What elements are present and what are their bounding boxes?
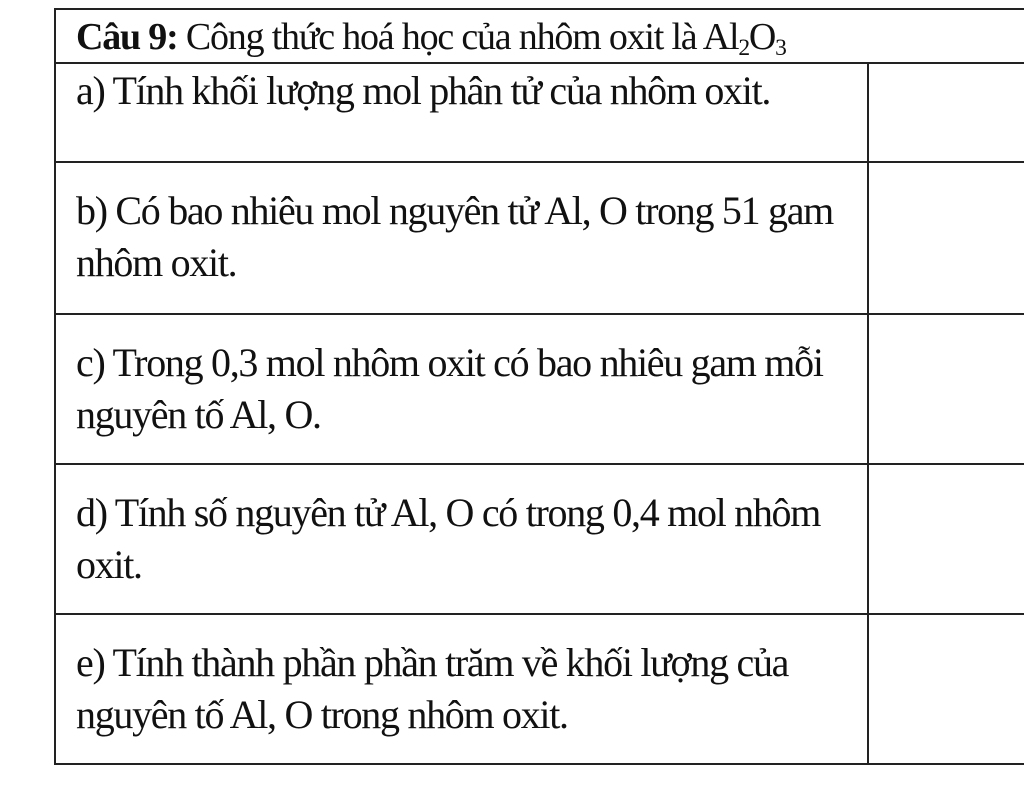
answer-cell-a[interactable] — [869, 64, 1024, 161]
table-row — [56, 163, 1024, 315]
answer-cell-e[interactable] — [869, 615, 1024, 763]
question-b-text: b) Có bao nhiêu mol nguyên tử Al, O trong 51 gam nhôm oxit. — [56, 163, 869, 313]
question-number: Câu 9: — [76, 16, 178, 58]
question-title — [56, 10, 1024, 64]
question-a-text: a) Tính khối lượng mol phân tử của nhôm oxit. — [56, 64, 869, 161]
formula-subscript-2: 2 — [738, 34, 749, 61]
table-row — [56, 615, 1024, 763]
table-row — [56, 465, 1024, 615]
table-row — [56, 64, 1024, 163]
answer-cell-d[interactable] — [869, 465, 1024, 613]
answer-cell-b[interactable] — [869, 163, 1024, 313]
question-e-text: e) Tính thành phần phần trăm về khối lượng của nguyên tố Al, O trong nhôm oxit. — [56, 615, 869, 763]
question-title-text: Công thức hoá học của nhôm oxit là — [185, 16, 697, 58]
formula-subscript-3: 3 — [775, 34, 786, 61]
chemical-formula — [702, 16, 786, 61]
formula-element-al: Al — [702, 16, 739, 58]
question-d-text: d) Tính số nguyên tử Al, O có trong 0,4 mol nhôm oxit. — [56, 465, 869, 613]
exercise-table — [54, 8, 1024, 765]
answer-cell-c[interactable] — [869, 315, 1024, 463]
formula-element-o: O — [748, 16, 776, 58]
question-c-text: c) Trong 0,3 mol nhôm oxit có bao nhiêu gam mỗi nguyên tố Al, O. — [56, 315, 869, 463]
table-row — [56, 315, 1024, 465]
